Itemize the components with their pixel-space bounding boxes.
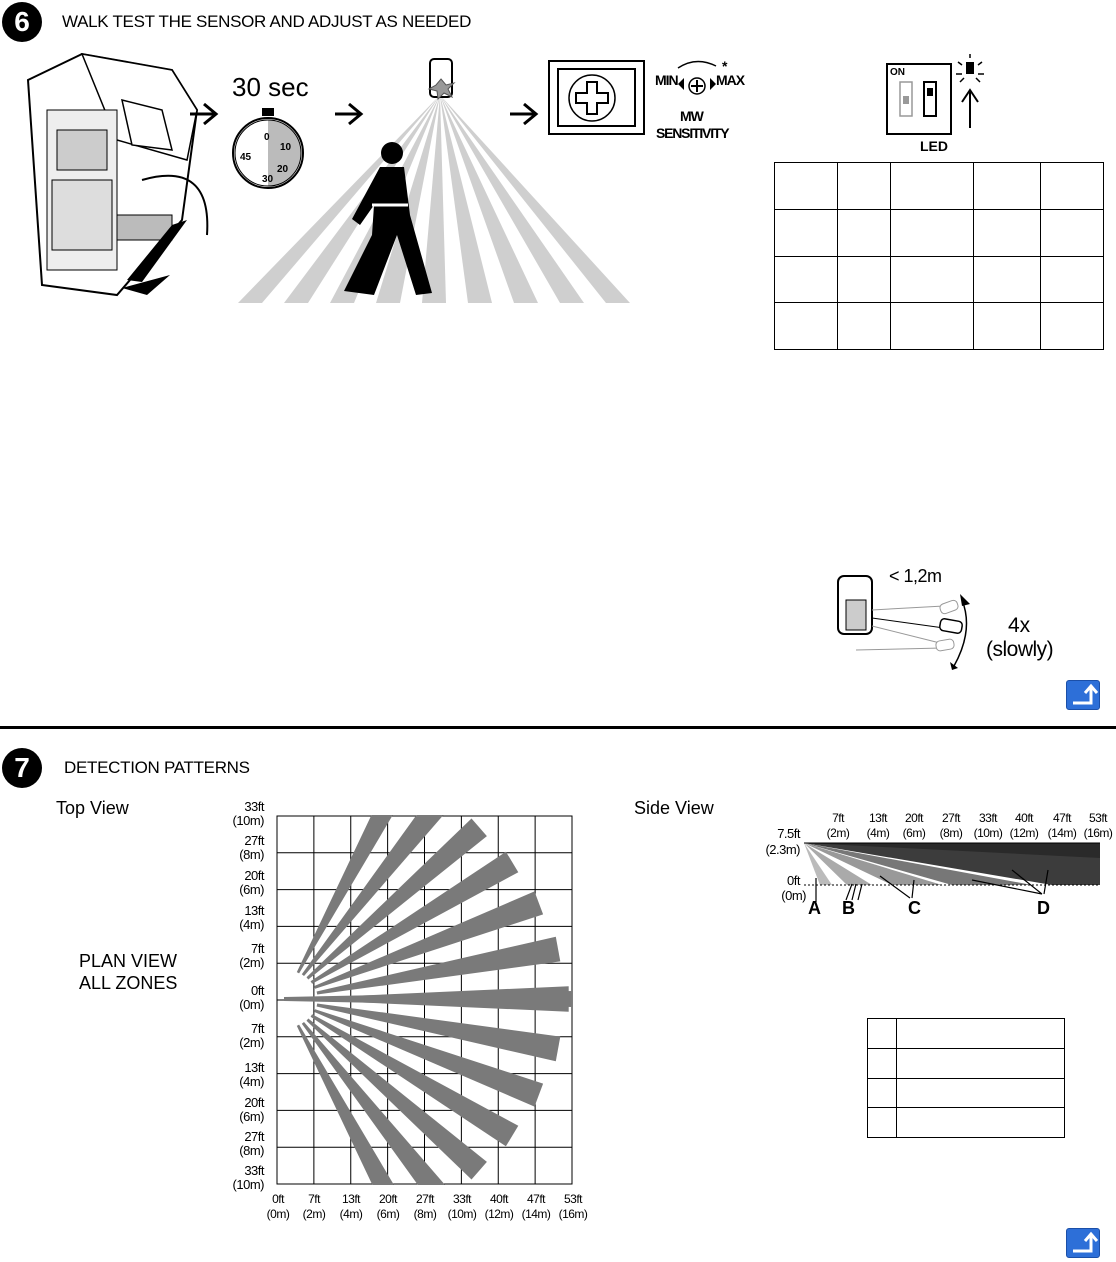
side-height-ft: 7.5ft [777, 826, 800, 841]
top-x-label: 13ft [341, 1192, 360, 1206]
top-y-label: 7ft [251, 1021, 264, 1036]
return-link-button[interactable] [1066, 680, 1100, 710]
top-y-label: 33ft [244, 799, 264, 814]
step-7-badge: 7 [2, 748, 42, 788]
tilt-count-label: 4x [1008, 614, 1031, 637]
stopwatch-mark-30: 30 [262, 174, 274, 185]
side-x-label: 7ft [832, 811, 844, 825]
top-y-label: (4m) [239, 1074, 264, 1089]
sensor-open-illustration [22, 50, 218, 300]
plan-view-line2: ALL ZONES [79, 973, 178, 993]
section-divider [0, 726, 1116, 729]
sensitivity-label-line2: SENSITIVITY [656, 125, 729, 141]
side-x-label: (12m) [1009, 826, 1039, 840]
top-x-label: 40ft [489, 1192, 508, 1206]
top-x-label: (12m) [484, 1207, 514, 1221]
top-y-label: (2m) [239, 1035, 264, 1050]
top-x-label: (4m) [339, 1207, 363, 1221]
side-floor-m: (0m) [781, 888, 806, 903]
side-height-m: (2.3m) [765, 842, 800, 857]
zone-letter-d: D [1037, 898, 1050, 918]
led-on-label: ON [890, 67, 905, 78]
tilt-distance-label: < 1,2m [889, 566, 942, 586]
tilt-speed-label: (slowly) [986, 638, 1054, 661]
top-x-label: (14m) [521, 1207, 551, 1221]
zone-legend-table [867, 1018, 1065, 1138]
side-x-label: (14m) [1047, 826, 1077, 840]
top-y-label: 13ft [244, 1060, 264, 1075]
top-y-label: 27ft [244, 833, 264, 848]
top-x-label: 53ft [563, 1192, 582, 1206]
top-x-label: 20ft [378, 1192, 397, 1206]
pcb-pot-illustration [548, 60, 646, 136]
top-x-label: 33ft [452, 1192, 471, 1206]
top-x-label: (2m) [302, 1207, 326, 1221]
step-7-title: DETECTION PATTERNS [64, 758, 250, 777]
top-view-pattern [276, 815, 574, 1185]
top-x-label: 47ft [526, 1192, 545, 1206]
top-y-label: 13ft [244, 903, 264, 918]
side-x-label: 33ft [978, 811, 997, 825]
side-x-label: 13ft [868, 811, 887, 825]
top-x-label: (16m) [558, 1207, 588, 1221]
led-label: LED [920, 138, 948, 154]
side-x-label: 47ft [1052, 811, 1071, 825]
timer-label: 30 sec [232, 72, 309, 102]
stopwatch-mark-20: 20 [277, 164, 289, 175]
stopwatch-mark-10: 10 [280, 142, 292, 153]
top-y-label: (2m) [239, 955, 264, 970]
top-view-label: Top View [56, 798, 129, 818]
side-x-label: (6m) [902, 826, 926, 840]
zone-letter-c: C [908, 898, 921, 918]
zone-letter-a: A [808, 898, 821, 918]
return-link-button[interactable] [1066, 1228, 1100, 1258]
side-x-label: 27ft [941, 811, 960, 825]
top-x-label: 7ft [308, 1192, 320, 1206]
sensitivity-min-label: MIN [655, 72, 678, 88]
top-y-label: (0m) [239, 997, 264, 1012]
top-y-label: (4m) [239, 917, 264, 932]
sensitivity-star: * [722, 58, 728, 74]
top-y-label: 20ft [244, 868, 264, 883]
top-y-label: (8m) [239, 1143, 264, 1158]
top-y-label: (8m) [239, 847, 264, 862]
sensitivity-knob-icon [674, 56, 720, 98]
top-y-label: 33ft [244, 1163, 264, 1178]
sensitivity-label-line1: MW [680, 108, 703, 124]
side-x-label: (4m) [866, 826, 890, 840]
top-x-label: (6m) [376, 1207, 400, 1221]
top-y-label: (10m) [232, 813, 264, 828]
side-x-label: 20ft [904, 811, 923, 825]
top-x-label: (0m) [266, 1207, 290, 1221]
step-6-title: WALK TEST THE SENSOR AND ADJUST AS NEEDED [62, 12, 472, 31]
top-y-label: (6m) [239, 882, 264, 897]
return-arrow-icon [1067, 1229, 1099, 1257]
side-x-label: 40ft [1014, 811, 1033, 825]
stopwatch-mark-45: 45 [240, 152, 252, 163]
top-y-label: 0ft [251, 983, 264, 998]
top-x-label: (8m) [413, 1207, 437, 1221]
arrow-right-icon [190, 102, 220, 126]
top-y-label: (6m) [239, 1109, 264, 1124]
sensitivity-max-label: MAX [716, 72, 745, 88]
plan-view-line1: PLAN VIEW [79, 951, 178, 971]
step-6-badge: 6 [2, 2, 42, 42]
side-x-label: (2m) [826, 826, 850, 840]
led-light-icon [954, 52, 986, 130]
zone-letter-b: B [842, 898, 855, 918]
top-x-label: 27ft [415, 1192, 434, 1206]
side-x-label: (16m) [1083, 826, 1113, 840]
top-y-label: 27ft [244, 1129, 264, 1144]
side-view-label: Side View [634, 798, 714, 818]
side-x-label: (10m) [973, 826, 1003, 840]
side-floor-ft: 0ft [787, 873, 800, 888]
top-y-label: 20ft [244, 1095, 264, 1110]
top-x-label: 0ft [272, 1192, 284, 1206]
top-y-label: 7ft [251, 941, 264, 956]
top-x-label: (10m) [447, 1207, 477, 1221]
return-arrow-icon [1067, 681, 1099, 709]
side-x-label: (8m) [939, 826, 963, 840]
stopwatch-mark-0: 0 [264, 132, 270, 143]
side-x-label: 53ft [1088, 811, 1107, 825]
led-settings-table [774, 162, 1104, 350]
top-y-label: (10m) [232, 1177, 264, 1192]
